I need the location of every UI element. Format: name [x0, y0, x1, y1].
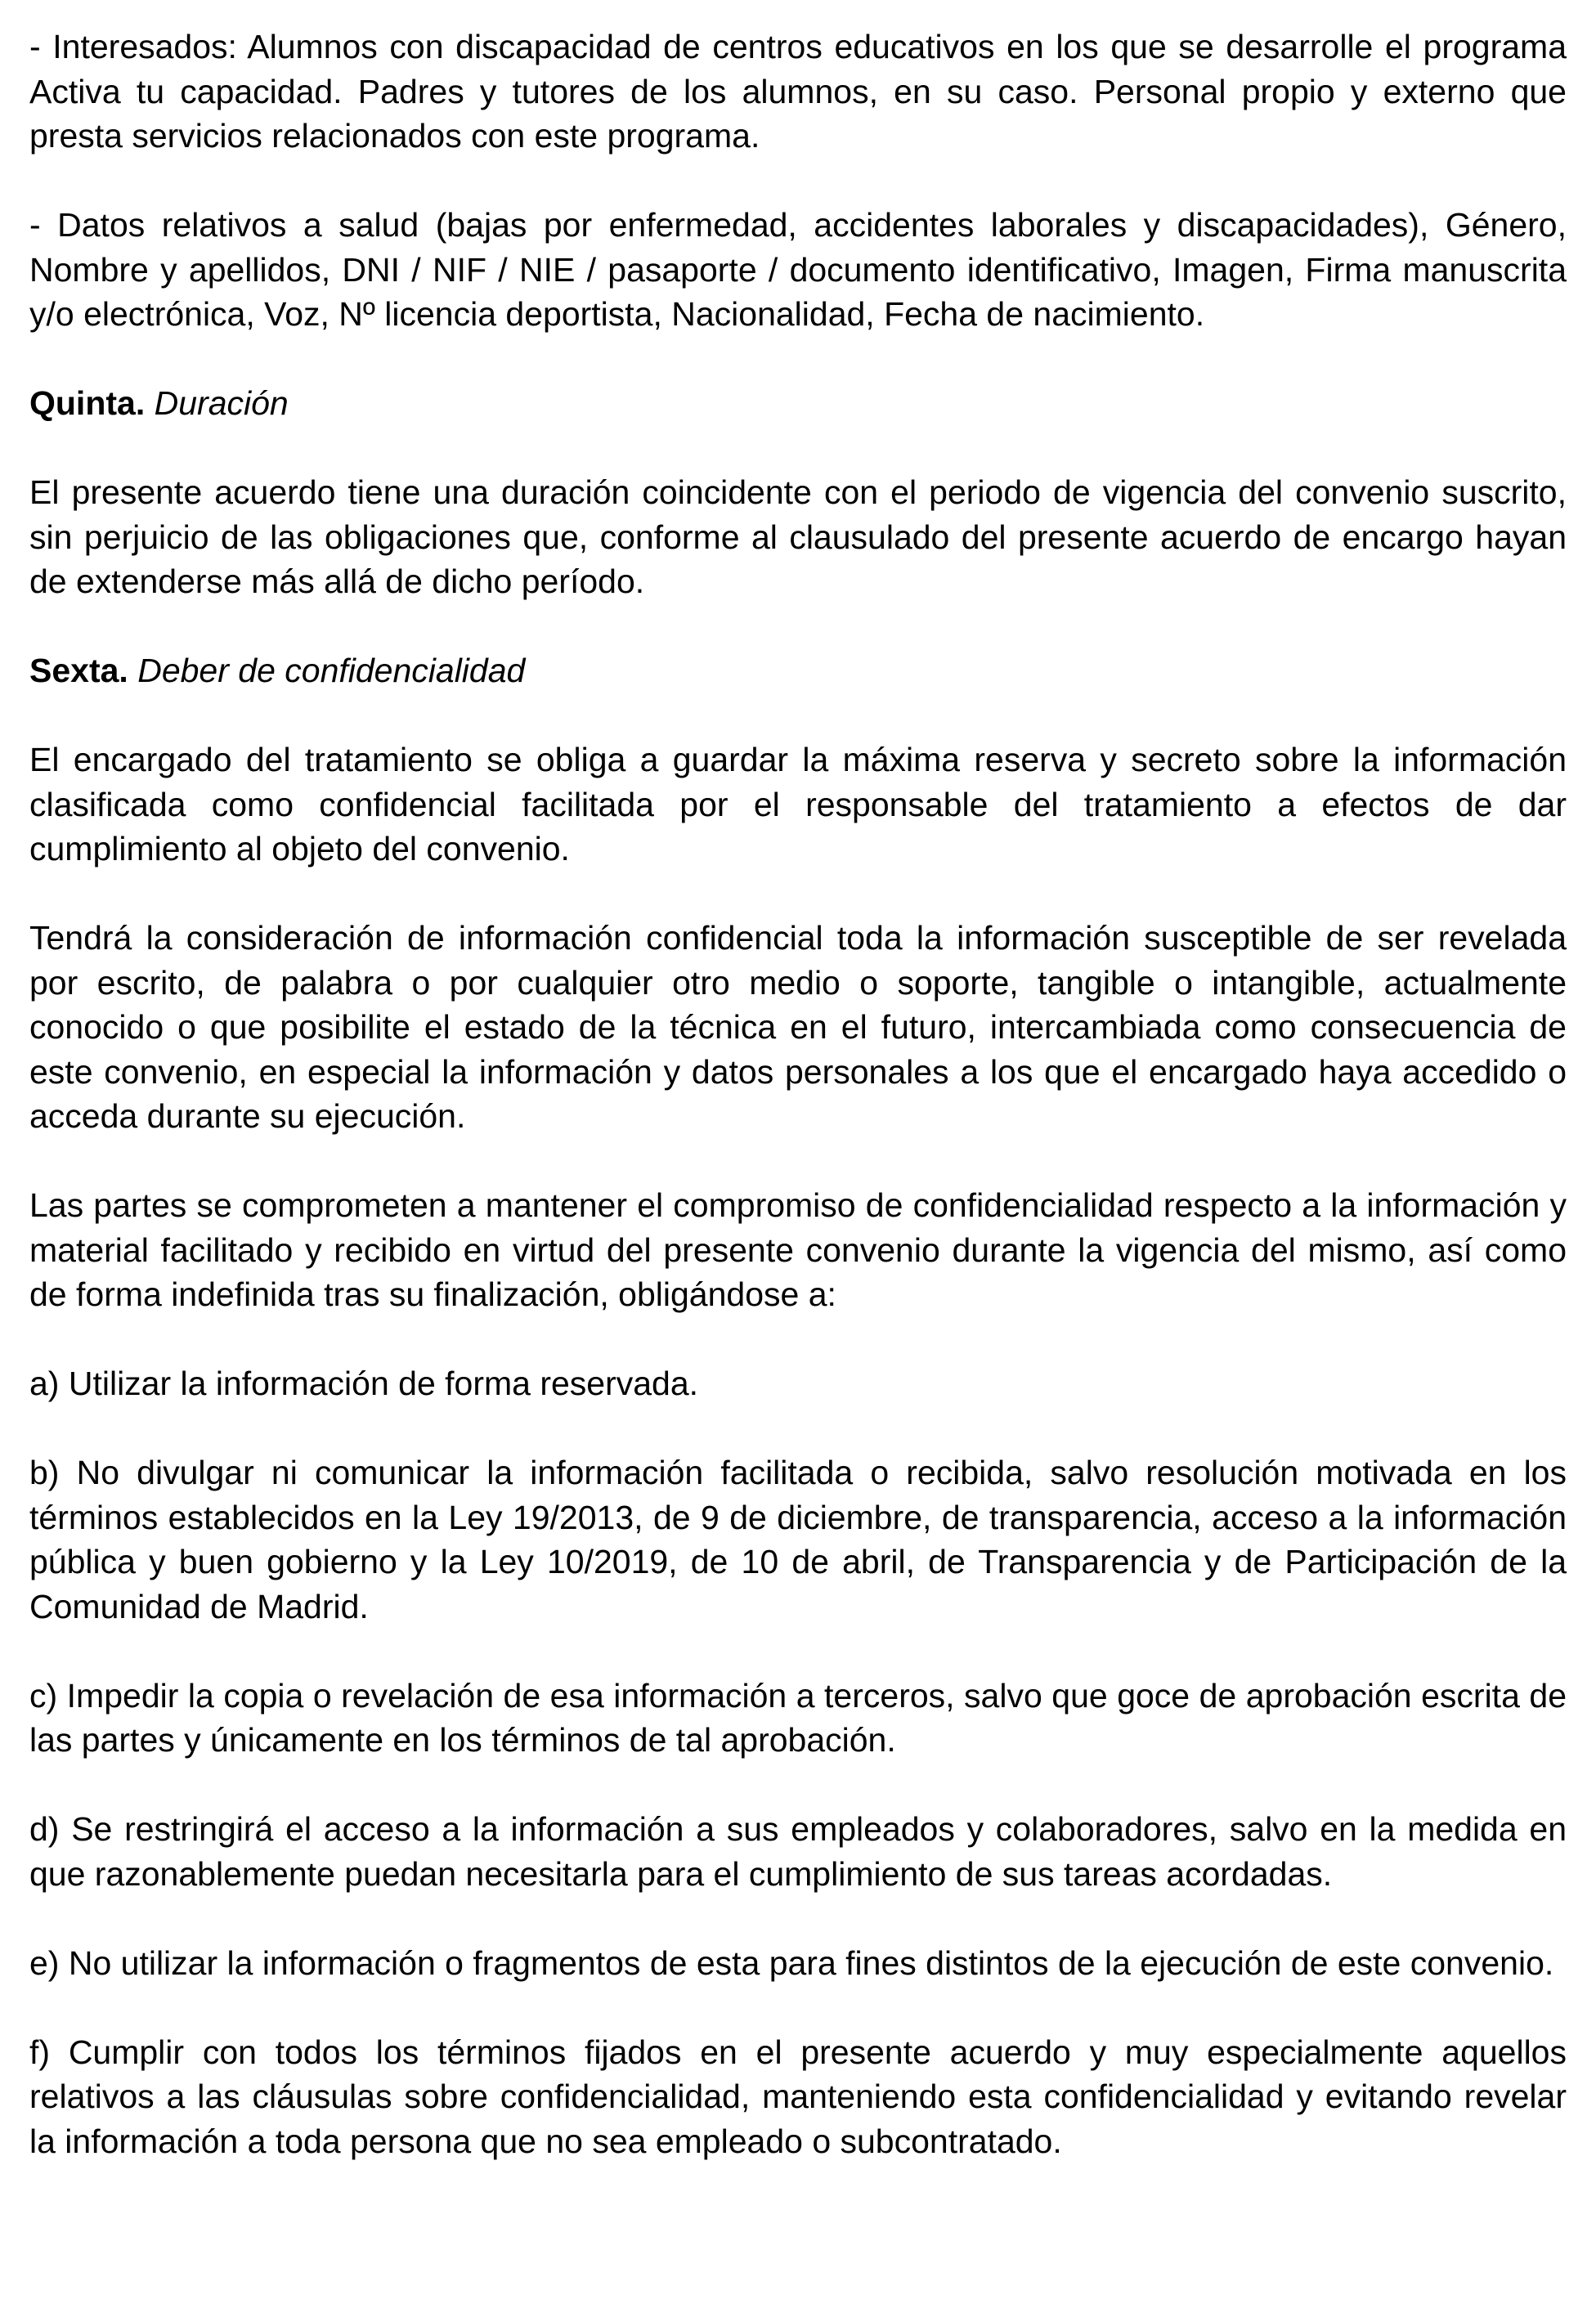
- section-title-quinta: Duración: [154, 384, 289, 422]
- paragraph-interesados: - Interesados: Alumnos con discapacidad de centros educativos en los que se desarrolle el programa Activa tu capacidad. Padres y tutores de los alumnos, en su caso. Personal propio y externo que presta servicios relacionados con este programa.: [29, 28, 1567, 155]
- list-item-f: f) Cumplir con todos los términos fijados en el presente acuerdo y muy especialmente aquellos relativos a las cláusulas sobre confidencialidad, manteniendo esta confidencialidad y evitando revelar la información a toda persona que no sea empleado o subcontratado.: [29, 2033, 1567, 2160]
- section-number-sexta: Sexta.: [29, 652, 128, 689]
- list-item-e: e) No utilizar la información o fragmentos de esta para fines distintos de la ejecución de este convenio.: [29, 1943, 1554, 1982]
- section-heading-sexta: [29, 648, 1567, 693]
- list-item-a: a) Utilizar la información de forma reservada.: [29, 1365, 699, 1402]
- paragraph-duracion: El presente acuerdo tiene una duración coincidente con el periodo de vigencia del convenio suscrito, sin perjuicio de las obligaciones que, conforme al clausulado del presente acuerdo de encargo hayan de extenderse más allá de dicho período.: [29, 473, 1567, 600]
- section-title-sexta: Deber de confidencialidad: [137, 652, 526, 689]
- section-heading-quinta: [29, 381, 1567, 426]
- document-page: [29, 25, 1567, 2208]
- paragraph-confidencialidad-2: Tendrá la consideración de información confidencial toda la información susceptible de ser revelada por escrito, de palabra o por cualquier otro medio o soporte, tangible o intangible, actualmente conocido o que posibilite el estado de la técnica en el futuro, intercambiada como consecuencia de este convenio, en especial la información y datos personales a los que el encargado haya accedido o acceda durante su ejecución.: [29, 919, 1567, 1135]
- paragraph-datos-salud: - Datos relativos a salud (bajas por enfermedad, accidentes laborales y discapacidades), Género, Nombre y apellidos, DNI / NIF / NIE / pasaporte / documento identificativo, Imagen, Firma manuscrita y/o electrónica, Voz, Nº licencia deportista, Nacionalidad, Fecha de nacimiento.: [29, 206, 1567, 333]
- paragraph-confidencialidad-3: Las partes se comprometen a mantener el compromiso de confidencialidad respecto a la información y material facilitado y recibido en virtud del presente convenio durante la vigencia del mismo, así como de forma indefinida tras su finalización, obligándose a:: [29, 1186, 1567, 1313]
- section-number-quinta: Quinta.: [29, 384, 146, 422]
- list-item-b: b) No divulgar ni comunicar la información facilitada o recibida, salvo resolución motivada en los términos establecidos en la Ley 19/2013, de 9 de diciembre, de transparencia, acceso a la información pública y buen gobierno y la Ley 10/2019, de 10 de abril, de Transparencia y de Participación de la Comunidad de Madrid.: [29, 1454, 1567, 1625]
- list-item-d: d) Se restringirá el acceso a la información a sus empleados y colaboradores, salvo en la medida en que razonablemente puedan necesitarla para el cumplimiento de sus tareas acordadas.: [29, 1810, 1567, 1893]
- list-item-c: c) Impedir la copia o revelación de esa información a terceros, salvo que goce de aprobación escrita de las partes y únicamente en los términos de tal aprobación.: [29, 1676, 1567, 1759]
- paragraph-confidencialidad-1: El encargado del tratamiento se obliga a guardar la máxima reserva y secreto sobre la información clasificada como confidencial facilitada por el responsable del tratamiento a efectos de dar cumplimiento al objeto del convenio.: [29, 741, 1567, 867]
